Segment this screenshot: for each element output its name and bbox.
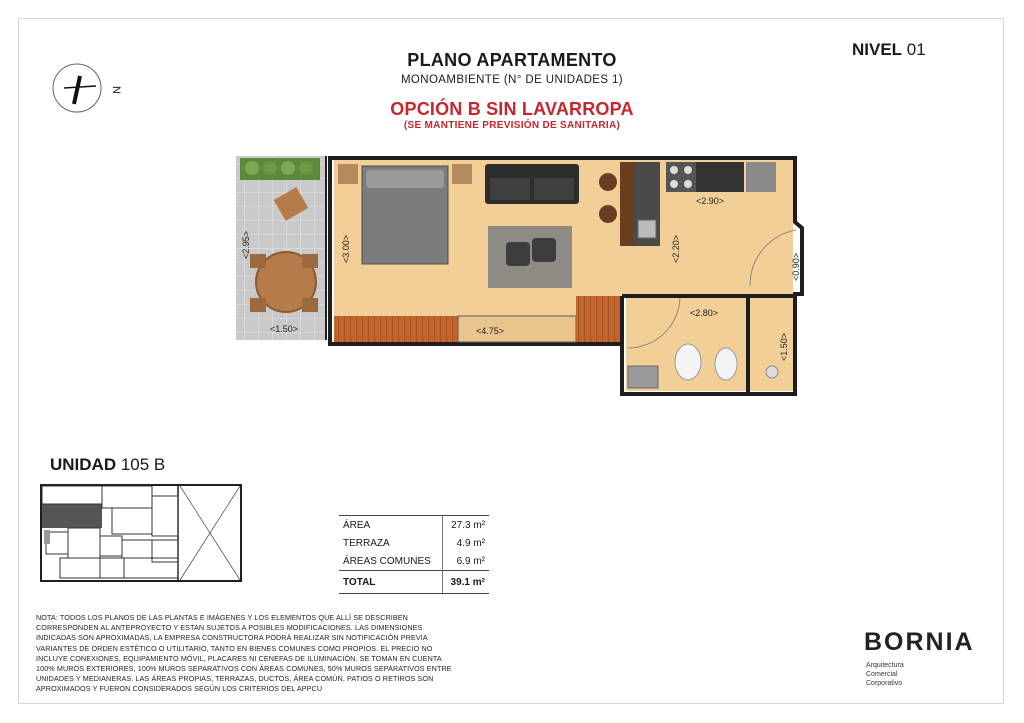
fridge [746,162,776,192]
shower-drain [766,366,778,378]
area-label: ÁREA [343,519,371,531]
disclaimer-note: NOTA: TODOS LOS PLANOS DE LAS PLANTAS E IMÁGENES Y LOS ELEMENTOS QUE ALLÍ SE DESCRIBEN CORRESPONDEN AL ANTEPROYECTO Y ESTAN SUJETOS A POSIBLES MODIFICACIONES. LAS DIMENSIONES INDICADAS SON APROXIMADAS, LA EMPRESA CONSTRUCTORA PODRÁ REALIZAR SIN NOTIFICACIÓN PREVIA VARIANTES DE ORDEN ESTÉTICO O UTILITARIO, TANTO EN BIENES COMUNES COMO PROPIOS. EL PRECIO NO INCLUYE CONEXIONES, EQUIPAMIENTO MÓVIL, PLACARES NI CENEFAS DE ILUMINACIÓN. SE TOMAN EN CUENTA 100% MUROS EXTERIORES, 100% MUROS SEPARATIVOS CON ÁREAS COMUNES, 50% MUROS SEPARATIVOS ENTRE UNIDADES Y MEDIANERAS. LAS ÁREAS PROPIAS, TERRAZAS, DUCTOS, ÁREA COMÚN, PATIOS O RETIROS SON APROXIMADOS Y FUERON CONSIDERADOS SEGÚN LOS CRITERIOS DEL APPCU [36,613,452,694]
unit-label-text: UNIDAD [50,455,117,474]
option-note: (SE MANTIENE PREVISIÓN DE SANITARIA) [403,120,621,131]
brand-line: Arquitectura [866,662,904,669]
brand-line: Comercial [866,671,898,678]
dim-shower-height: <1.50> [779,332,790,362]
table-row [339,534,489,552]
area-value: 27.3 m² [443,516,489,535]
compass-label: N [109,86,122,94]
total-value: 39.1 m² [443,571,489,594]
area-value: 4.9 m² [443,534,489,552]
unit-number: 105 B [120,455,166,474]
option-title: OPCIÓN B SIN LAVARROPA [390,99,634,119]
table-row [339,552,489,571]
area-table [339,515,489,594]
deck-strip [334,316,458,342]
level-label: NIVEL [852,40,903,59]
bath-sink [628,366,658,388]
brand-line: Corporativo [866,680,903,687]
area-label: ÁREAS COMUNES [343,555,431,567]
toilet [675,344,701,380]
brand-logo: BORNIA [864,628,975,656]
dim-terrace-width: <1.50> [270,324,299,334]
area-value: 6.9 m² [443,552,489,571]
brand-tagline [866,661,904,688]
table-row [339,516,489,535]
bidet [715,348,737,380]
dim-hall-height: <2.20> [671,234,682,264]
level-indicator [852,40,926,60]
dim-terrace-height: <2.95> [241,230,252,260]
dim-living-height: <3.00> [341,234,352,264]
dim-living-width: <4.75> [476,326,505,336]
cooktop [666,162,696,192]
table-row-total [339,571,489,594]
dim-kitchen-width: <2.90> [696,196,725,206]
unit-label [50,455,165,475]
area-label: TERRAZA [343,537,390,549]
total-label: TOTAL [339,571,443,594]
dim-bath-width: <2.80> [690,308,719,318]
stool [599,173,617,191]
compass [50,62,130,122]
page-title: PLANO APARTAMENTO [407,50,617,70]
dim-door-width: <0.90> [791,252,802,282]
key-plan [40,484,244,584]
level-value: 01 [906,40,926,59]
highlighted-unit [42,504,102,528]
page-subtitle: MONOAMBIENTE (N° DE UNIDADES 1) [400,74,624,86]
floor-plan [230,150,810,400]
